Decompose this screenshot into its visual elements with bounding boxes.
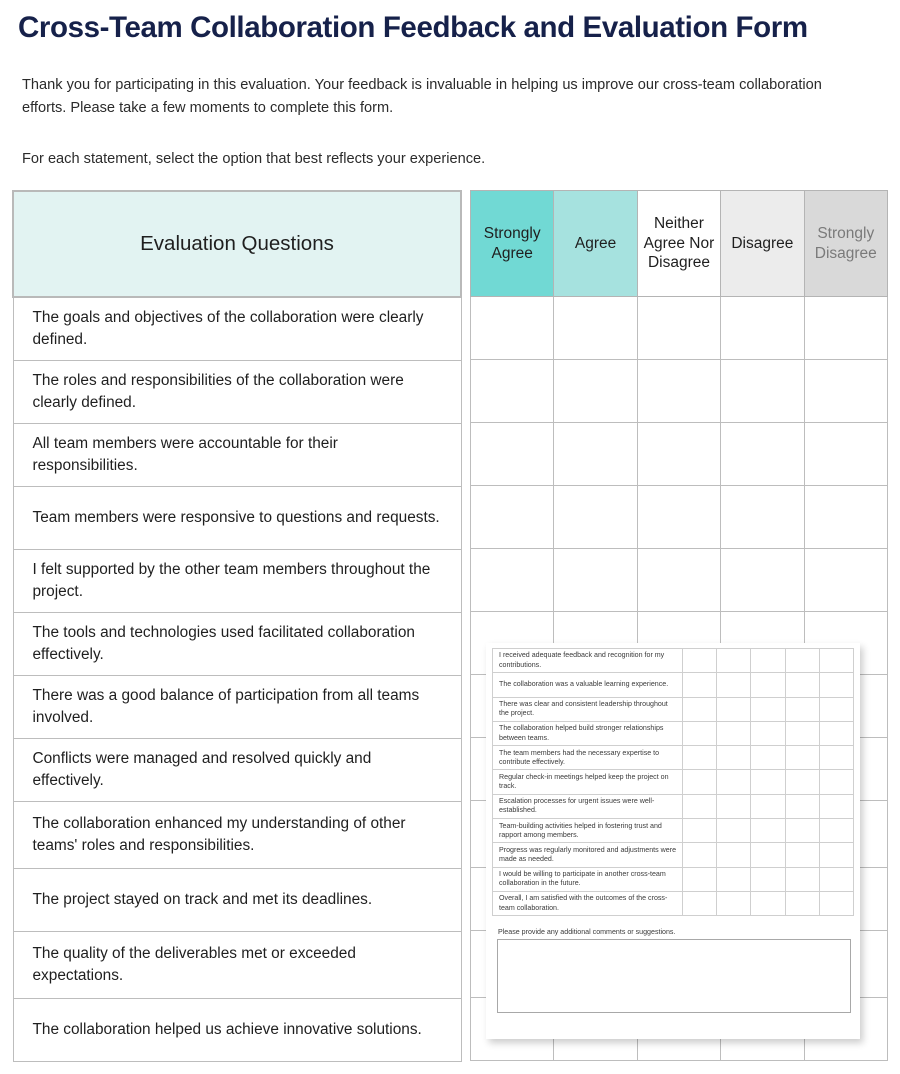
option-cell-q3-strongly-agree[interactable]	[471, 423, 554, 486]
question-column-header: Evaluation Questions	[13, 191, 461, 297]
inset-option-1-5[interactable]	[819, 649, 853, 673]
list-item	[493, 721, 854, 745]
scale-header-agree: Agree	[554, 191, 637, 297]
table-row	[471, 297, 888, 360]
inset-option-9-4[interactable]	[785, 843, 819, 867]
scale-header-neither: Neither Agree Nor Disagree	[637, 191, 720, 297]
scale-header-row	[471, 191, 888, 297]
inset-comments-label: Please provide any additional comments or suggestions.	[498, 928, 676, 937]
question-cell-5: I felt supported by the other team members throughout the project.	[13, 549, 461, 612]
option-cell-q4-strongly-disagree[interactable]	[804, 486, 887, 549]
inset-option-3-4[interactable]	[785, 697, 819, 721]
inset-option-11-4[interactable]	[785, 891, 819, 915]
inset-option-7-3[interactable]	[751, 794, 785, 818]
option-cell-q5-agree[interactable]	[554, 549, 637, 612]
list-item	[493, 819, 854, 843]
inset-option-3-1[interactable]	[683, 697, 717, 721]
inset-option-3-3[interactable]	[751, 697, 785, 721]
questions-header-row	[13, 191, 461, 297]
inset-statement-7: Escalation processes for urgent issues were well-established.	[493, 794, 683, 818]
table-row	[13, 423, 461, 486]
inset-option-2-3[interactable]	[751, 673, 785, 697]
inset-option-9-2[interactable]	[717, 843, 751, 867]
inset-statement-9: Progress was regularly monitored and adjustments were made as needed.	[493, 843, 683, 867]
inset-statements-table	[492, 648, 854, 916]
inset-option-9-3[interactable]	[751, 843, 785, 867]
inset-comments-textarea[interactable]	[497, 939, 851, 1013]
inset-option-8-1[interactable]	[683, 819, 717, 843]
option-cell-q1-disagree[interactable]	[721, 297, 804, 360]
list-item	[493, 891, 854, 915]
question-cell-8: Conflicts were managed and resolved quickly and effectively.	[13, 738, 461, 801]
inset-option-11-2[interactable]	[717, 891, 751, 915]
inset-statements-body	[493, 649, 854, 916]
inset-option-2-1[interactable]	[683, 673, 717, 697]
inset-option-10-4[interactable]	[785, 867, 819, 891]
inset-option-4-2[interactable]	[717, 721, 751, 745]
inset-option-6-5[interactable]	[819, 770, 853, 794]
table-row	[13, 675, 461, 738]
inset-option-7-5[interactable]	[819, 794, 853, 818]
list-item	[493, 673, 854, 697]
inset-option-8-4[interactable]	[785, 819, 819, 843]
inset-statement-1: I received adequate feedback and recognition for my contributions.	[493, 649, 683, 673]
question-cell-7: There was a good balance of participation from all teams involved.	[13, 675, 461, 738]
inset-option-11-3[interactable]	[751, 891, 785, 915]
option-cell-q2-disagree[interactable]	[721, 360, 804, 423]
inset-spacer	[492, 916, 854, 925]
inset-option-4-1[interactable]	[683, 721, 717, 745]
inset-option-1-4[interactable]	[785, 649, 819, 673]
inset-option-9-1[interactable]	[683, 843, 717, 867]
table-row	[13, 486, 461, 549]
option-cell-q1-agree[interactable]	[554, 297, 637, 360]
inset-option-5-5[interactable]	[819, 746, 853, 770]
option-cell-q2-strongly-disagree[interactable]	[804, 360, 887, 423]
table-row	[13, 738, 461, 801]
list-item	[493, 794, 854, 818]
inset-option-4-5[interactable]	[819, 721, 853, 745]
question-cell-9: The collaboration enhanced my understanding of other teams' roles and responsibilities.	[13, 801, 461, 868]
intro-paragraph: Thank you for participating in this evaluation. Your feedback is invaluable in helping us improve our cross-team collaboration efforts. Please take a few moments to complete this form.	[22, 77, 822, 116]
inset-option-5-2[interactable]	[717, 746, 751, 770]
option-cell-q5-disagree[interactable]	[721, 549, 804, 612]
table-row	[471, 486, 888, 549]
questions-table-body	[13, 191, 461, 1061]
inset-option-11-1[interactable]	[683, 891, 717, 915]
option-cell-q3-agree[interactable]	[554, 423, 637, 486]
inset-option-6-2[interactable]	[717, 770, 751, 794]
list-item	[493, 697, 854, 721]
inset-option-7-2[interactable]	[717, 794, 751, 818]
inset-option-2-4[interactable]	[785, 673, 819, 697]
inset-option-1-3[interactable]	[751, 649, 785, 673]
inset-statement-8: Team-building activities helped in fostering trust and rapport among members.	[493, 819, 683, 843]
inset-option-6-4[interactable]	[785, 770, 819, 794]
scale-header-disagree: Disagree	[721, 191, 804, 297]
table-row	[13, 931, 461, 998]
list-item	[493, 843, 854, 867]
option-cell-q1-neither[interactable]	[637, 297, 720, 360]
option-cell-q4-disagree[interactable]	[721, 486, 804, 549]
option-cell-q4-strongly-agree[interactable]	[471, 486, 554, 549]
inset-option-9-5[interactable]	[819, 843, 853, 867]
inset-option-3-2[interactable]	[717, 697, 751, 721]
inset-option-7-1[interactable]	[683, 794, 717, 818]
question-cell-11: The quality of the deliverables met or exceeded expectations.	[13, 931, 461, 998]
inset-option-4-3[interactable]	[751, 721, 785, 745]
list-item	[493, 746, 854, 770]
inset-option-10-1[interactable]	[683, 867, 717, 891]
inset-option-10-5[interactable]	[819, 867, 853, 891]
inset-option-8-3[interactable]	[751, 819, 785, 843]
list-item	[493, 867, 854, 891]
inset-option-10-2[interactable]	[717, 867, 751, 891]
option-cell-q4-neither[interactable]	[637, 486, 720, 549]
inset-statement-3: There was clear and consistent leadership throughout the project.	[493, 697, 683, 721]
table-row	[13, 998, 461, 1061]
inset-option-1-1[interactable]	[683, 649, 717, 673]
option-cell-q5-strongly-disagree[interactable]	[804, 549, 887, 612]
inset-option-6-3[interactable]	[751, 770, 785, 794]
inset-option-7-4[interactable]	[785, 794, 819, 818]
question-cell-6: The tools and technologies used facilitated collaboration effectively.	[13, 612, 461, 675]
table-row	[13, 549, 461, 612]
question-cell-10: The project stayed on track and met its deadlines.	[13, 868, 461, 931]
inset-option-2-5[interactable]	[819, 673, 853, 697]
scale-header-strongly-agree: Strongly Agree	[471, 191, 554, 297]
option-cell-q5-neither[interactable]	[637, 549, 720, 612]
inset-option-11-5[interactable]	[819, 891, 853, 915]
option-cell-q2-neither[interactable]	[637, 360, 720, 423]
inset-statement-2: The collaboration was a valuable learning experience.	[493, 673, 683, 697]
table-row	[13, 868, 461, 931]
inset-option-4-4[interactable]	[785, 721, 819, 745]
intro-block	[22, 74, 822, 171]
table-row	[13, 801, 461, 868]
inset-statement-5: The team members had the necessary expertise to contribute effectively.	[493, 746, 683, 770]
table-row	[471, 360, 888, 423]
option-cell-q2-strongly-agree[interactable]	[471, 360, 554, 423]
inset-option-2-2[interactable]	[717, 673, 751, 697]
inset-statement-6: Regular check-in meetings helped keep the project on track.	[493, 770, 683, 794]
table-row	[13, 612, 461, 675]
list-item	[493, 770, 854, 794]
inset-option-10-3[interactable]	[751, 867, 785, 891]
option-cell-q5-strongly-agree[interactable]	[471, 549, 554, 612]
table-row	[471, 549, 888, 612]
option-cell-q2-agree[interactable]	[554, 360, 637, 423]
option-cell-q1-strongly-disagree[interactable]	[804, 297, 887, 360]
inset-option-5-3[interactable]	[751, 746, 785, 770]
inset-statement-10: I would be willing to participate in another cross-team collaboration in the future.	[493, 867, 683, 891]
question-cell-12: The collaboration helped us achieve innovative solutions.	[13, 998, 461, 1061]
option-cell-q1-strongly-agree[interactable]	[471, 297, 554, 360]
option-cell-q4-agree[interactable]	[554, 486, 637, 549]
inset-option-5-4[interactable]	[785, 746, 819, 770]
inset-option-3-5[interactable]	[819, 697, 853, 721]
inset-option-8-5[interactable]	[819, 819, 853, 843]
inset-option-5-1[interactable]	[683, 746, 717, 770]
option-cell-q3-disagree[interactable]	[721, 423, 804, 486]
inset-option-8-2[interactable]	[717, 819, 751, 843]
inset-statement-4: The collaboration helped build stronger relationships between teams.	[493, 721, 683, 745]
question-cell-4: Team members were responsive to questions and requests.	[13, 486, 461, 549]
table-row	[471, 423, 888, 486]
inset-statement-11: Overall, I am satisfied with the outcomes of the cross-team collaboration.	[493, 891, 683, 915]
table-row	[13, 297, 461, 360]
inset-preview-card	[486, 643, 860, 1039]
question-cell-1: The goals and objectives of the collaboration were clearly defined.	[13, 297, 461, 360]
question-cell-2: The roles and responsibilities of the collaboration were clearly defined.	[13, 360, 461, 423]
inset-option-1-2[interactable]	[717, 649, 751, 673]
option-cell-q3-neither[interactable]	[637, 423, 720, 486]
question-cell-3: All team members were accountable for their responsibilities.	[13, 423, 461, 486]
option-cell-q3-strongly-disagree[interactable]	[804, 423, 887, 486]
page-title: Cross-Team Collaboration Feedback and Evaluation Form	[18, 11, 808, 44]
instruction-text: For each statement, select the option that best reflects your experience.	[22, 151, 486, 167]
list-item	[493, 649, 854, 673]
inset-option-6-1[interactable]	[683, 770, 717, 794]
scale-header-strongly-disagree: Strongly Disagree	[804, 191, 887, 297]
table-row	[13, 360, 461, 423]
questions-table	[12, 190, 462, 1062]
